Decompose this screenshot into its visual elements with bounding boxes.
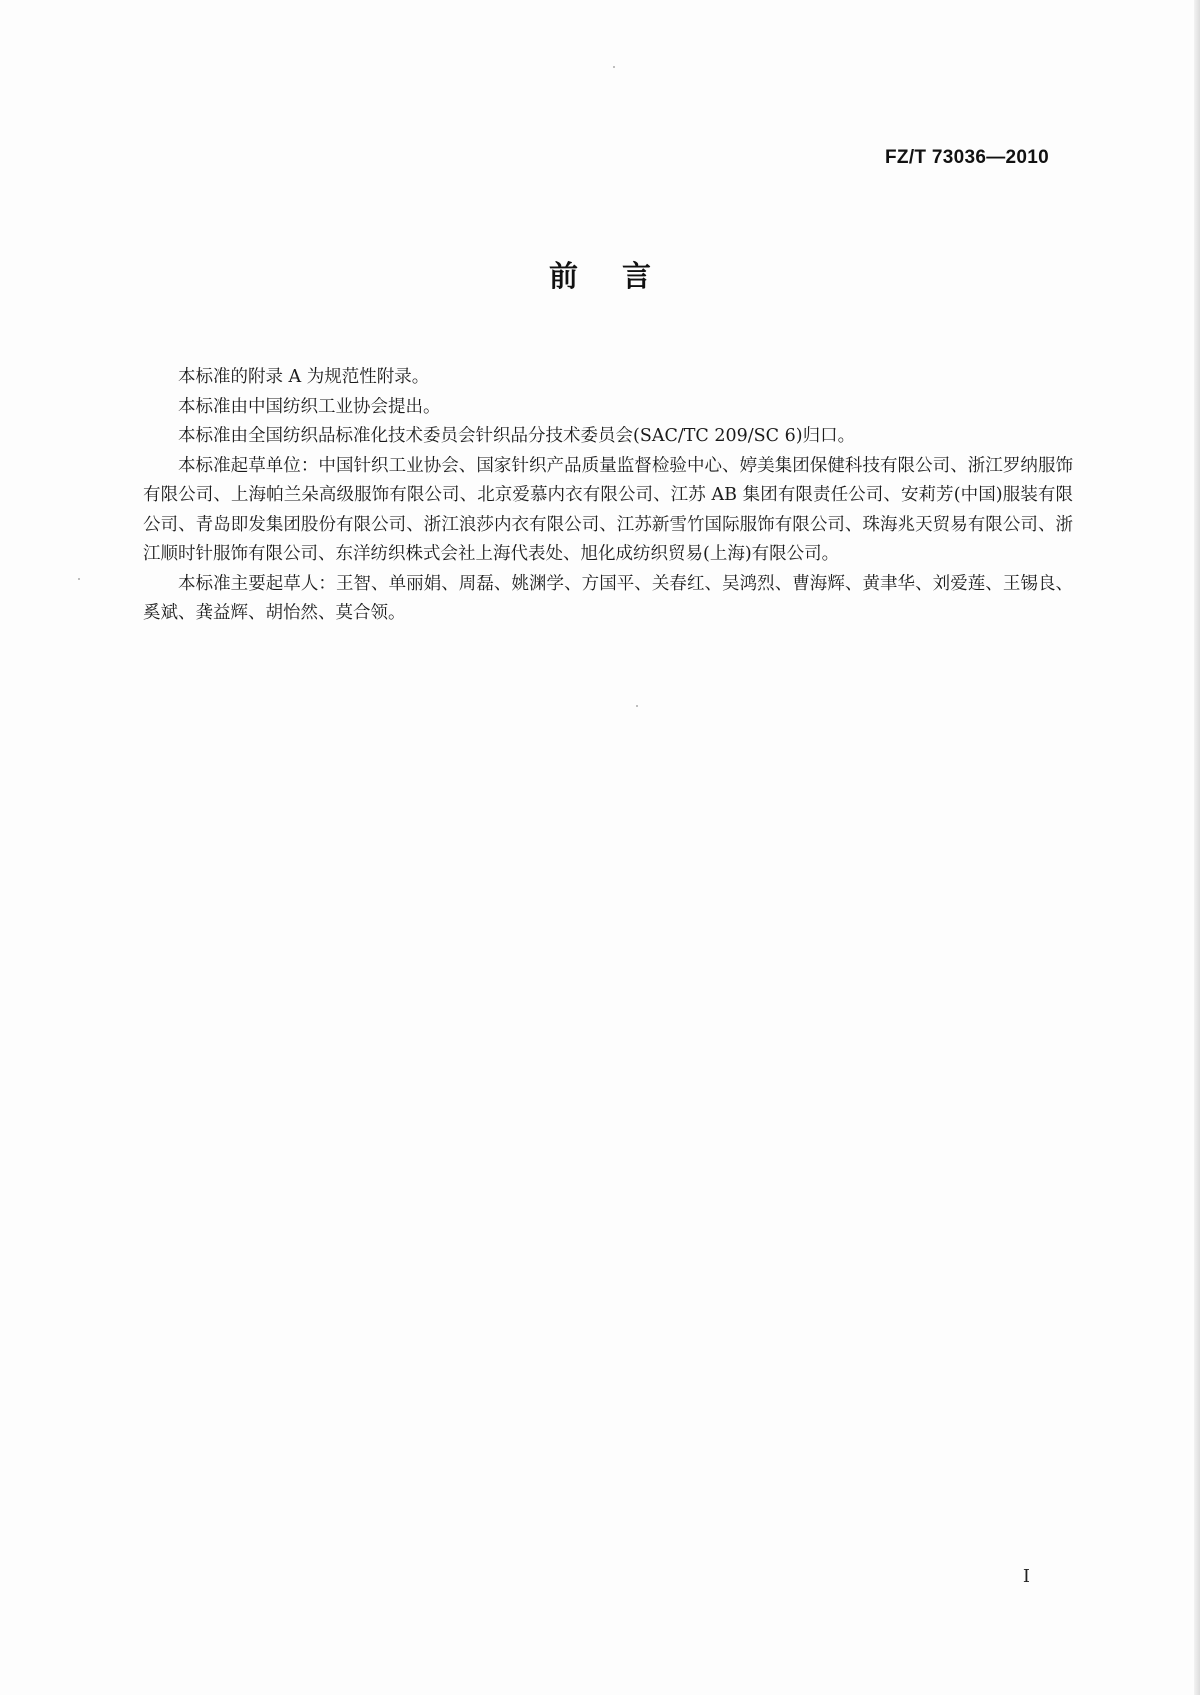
paragraph-proposer: 本标准由中国纺织工业协会提出。 [178,396,441,417]
scan-speck [613,66,615,68]
page-title: 前言 [548,259,695,293]
paragraph-appendix: 本标准的附录 A 为规范性附录。 [178,367,430,387]
foreword-body [143,363,1073,629]
scan-speck [78,578,80,580]
paragraph-drafters: 本标准主要起草人：王智、单丽娟、周磊、姚渊学、方国平、关春红、吴鸿烈、曹海辉、黄聿华、刘爱莲、王锡良、奚斌、龚益辉、胡怡然、莫合领。 [143,573,1073,623]
paragraph-drafting-units: 本标准起草单位：中国针织工业协会、国家针织产品质量监督检验中心、婷美集团保健科技有限公司、浙江罗纳服饰有限公司、上海帕兰朵高级服饰有限公司、北京爱慕内衣有限公司、江苏 AB 集团有限责任公司、安莉芳(中国)服装有限公司、青岛即发集团股份有限公司、浙江浪莎内衣有限公司、江苏新雪竹国际服饰有限公司、珠海兆天贸易有限公司、浙江顺时针服饰有限公司、东洋纺织株式会社上海代表处、旭化成纺织贸易(上海)有限公司。 [143,455,1073,564]
paragraph-committee: 本标准由全国纺织品标准化技术委员会针织品分技术委员会(SAC/TC 209/SC 6)归口。 [178,426,856,446]
page-number: I [1022,1566,1030,1587]
scan-speck [636,705,638,707]
standard-number: FZ/T 73036—2010 [885,147,1049,168]
